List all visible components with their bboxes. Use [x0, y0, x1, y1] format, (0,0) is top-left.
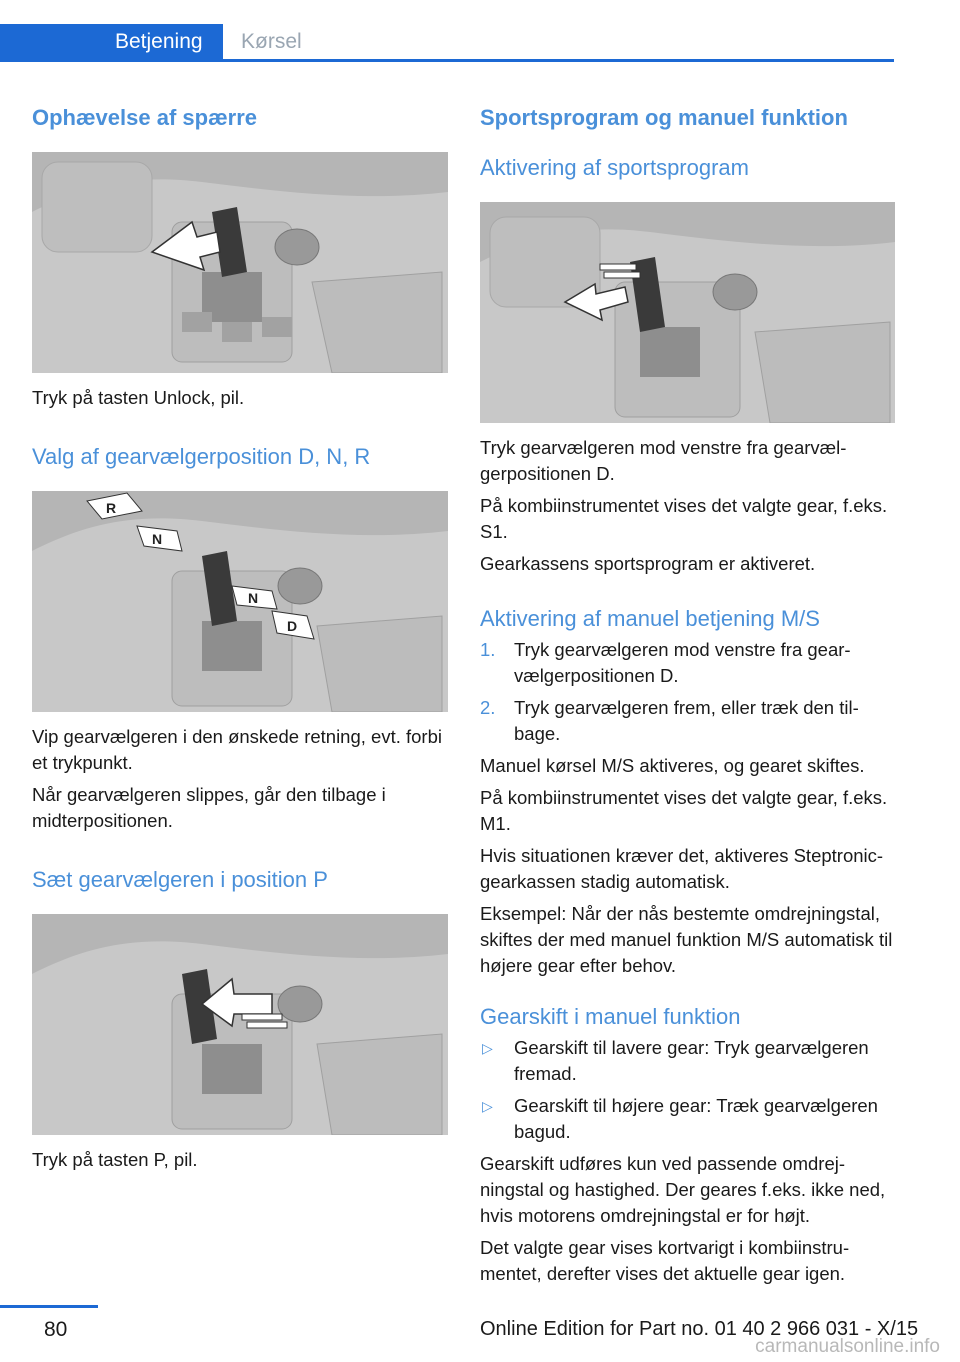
tab-korsel[interactable]: Kørsel — [241, 30, 302, 53]
page-number: 80 — [44, 1318, 68, 1341]
footer-accent-line — [0, 1305, 98, 1308]
gear-selector-illustration — [32, 152, 448, 373]
section-title-sport-activation: Aktivering af sportsprogram — [480, 155, 749, 180]
sport-program-illustration — [480, 202, 895, 423]
step-text: Tryk gearvælgeren mod venstre fra gearvælgerpositionen D. — [514, 639, 851, 686]
left-column — [32, 96, 448, 1173]
figure-sport-program — [480, 202, 895, 423]
text-steptronic: Hvis situationen kræver det, aktiveres Steptronic-gearkassen stadig automatisk. — [480, 845, 884, 892]
triangle-bullet-icon: ▷ — [482, 1098, 493, 1114]
watermark: carmanualsonline.info — [755, 1336, 940, 1357]
text-sport-display: På kombiinstrumentet vises det valgte gear, f.eks. S1. — [480, 495, 888, 542]
manual-activation-steps — [480, 637, 895, 747]
gear-label-n-upper: N — [152, 531, 163, 547]
tab-betjening[interactable]: Betjening — [0, 24, 223, 59]
text-gear-display: Det valgte gear vises kortvarigt i kombiinstrumentet, derefter vises det aktuelle gear igen. — [480, 1237, 850, 1284]
manual-shifting-list — [480, 1035, 895, 1145]
gear-label-n-lower: N — [248, 590, 259, 606]
text-sport-push-left: Tryk gearvælgeren mod venstre fra gearvælgerpositionen D. — [480, 437, 847, 484]
gear-label-r: R — [106, 500, 117, 516]
triangle-bullet-icon: ▷ — [482, 1040, 493, 1056]
chapter-tabbar — [0, 24, 894, 62]
section-title-position-p: Sæt gearvælgeren i position P — [32, 867, 328, 892]
text-gear-release: Når gearvælgeren slippes, går den tilbage i midterpositionen. — [32, 784, 386, 831]
figure-unlock-button — [32, 152, 448, 373]
text-gear-tilt: Vip gearvælgeren i den ønskede retning, evt. forbi et trykpunkt. — [32, 726, 442, 773]
section-title-manual-activation: Aktivering af manuel betjening M/S — [480, 606, 820, 631]
edition-info: Online Edition for Part no. 01 40 2 966 031 - X/15 — [480, 1318, 919, 1340]
bullet-text: Gearskift til højere gear: Træk gearvælgeren bagud. — [514, 1095, 878, 1142]
text-manual-display: På kombiinstrumentet vises det valgte gear, f.eks. M1. — [480, 787, 888, 834]
figure-gear-positions — [32, 491, 448, 712]
step-number: 1. — [480, 639, 496, 660]
step-number: 2. — [480, 697, 496, 718]
text-shift-conditions: Gearskift udføres kun ved passende omdrejningstal og hastighed. Der geares f.eks. ikke ned, hvis motorens omdrejningstal er for højt. — [480, 1153, 886, 1226]
step-item — [480, 695, 895, 747]
step-item — [480, 637, 895, 689]
text-sport-active: Gearkassens sportsprogram er aktiveret. — [480, 553, 816, 574]
text-example: Eksempel: Når der nås bestemte omdrejningstal, skiftes der med manuel funktion M/S automatisk til højere gear efter behov. — [480, 903, 893, 976]
bullet-item — [480, 1093, 895, 1145]
bullet-text: Gearskift til lavere gear: Tryk gearvælgeren fremad. — [514, 1037, 869, 1084]
step-text: Tryk gearvælgeren frem, eller træk den tilbage. — [514, 697, 859, 744]
text-unlock: Tryk på tasten Unlock, pil. — [32, 387, 245, 408]
section-title-unlock: Ophævelse af spærre — [32, 105, 257, 130]
text-manual-active: Manuel kørsel M/S aktiveres, og gearet skiftes. — [480, 755, 865, 776]
section-title-sport-manual: Sportsprogram og manuel funktion — [480, 105, 848, 130]
gear-positions-illustration — [32, 491, 448, 712]
figure-p-button — [32, 914, 448, 1135]
gear-label-d: D — [287, 618, 298, 634]
text-p-button: Tryk på tasten P, pil. — [32, 1149, 198, 1170]
bullet-item — [480, 1035, 895, 1087]
section-title-gear-selection: Valg af gearvælgerposition D, N, R — [32, 444, 371, 469]
p-button-illustration — [32, 914, 448, 1135]
section-title-manual-shifting: Gearskift i manuel funktion — [480, 1004, 741, 1029]
right-column — [480, 96, 895, 1287]
